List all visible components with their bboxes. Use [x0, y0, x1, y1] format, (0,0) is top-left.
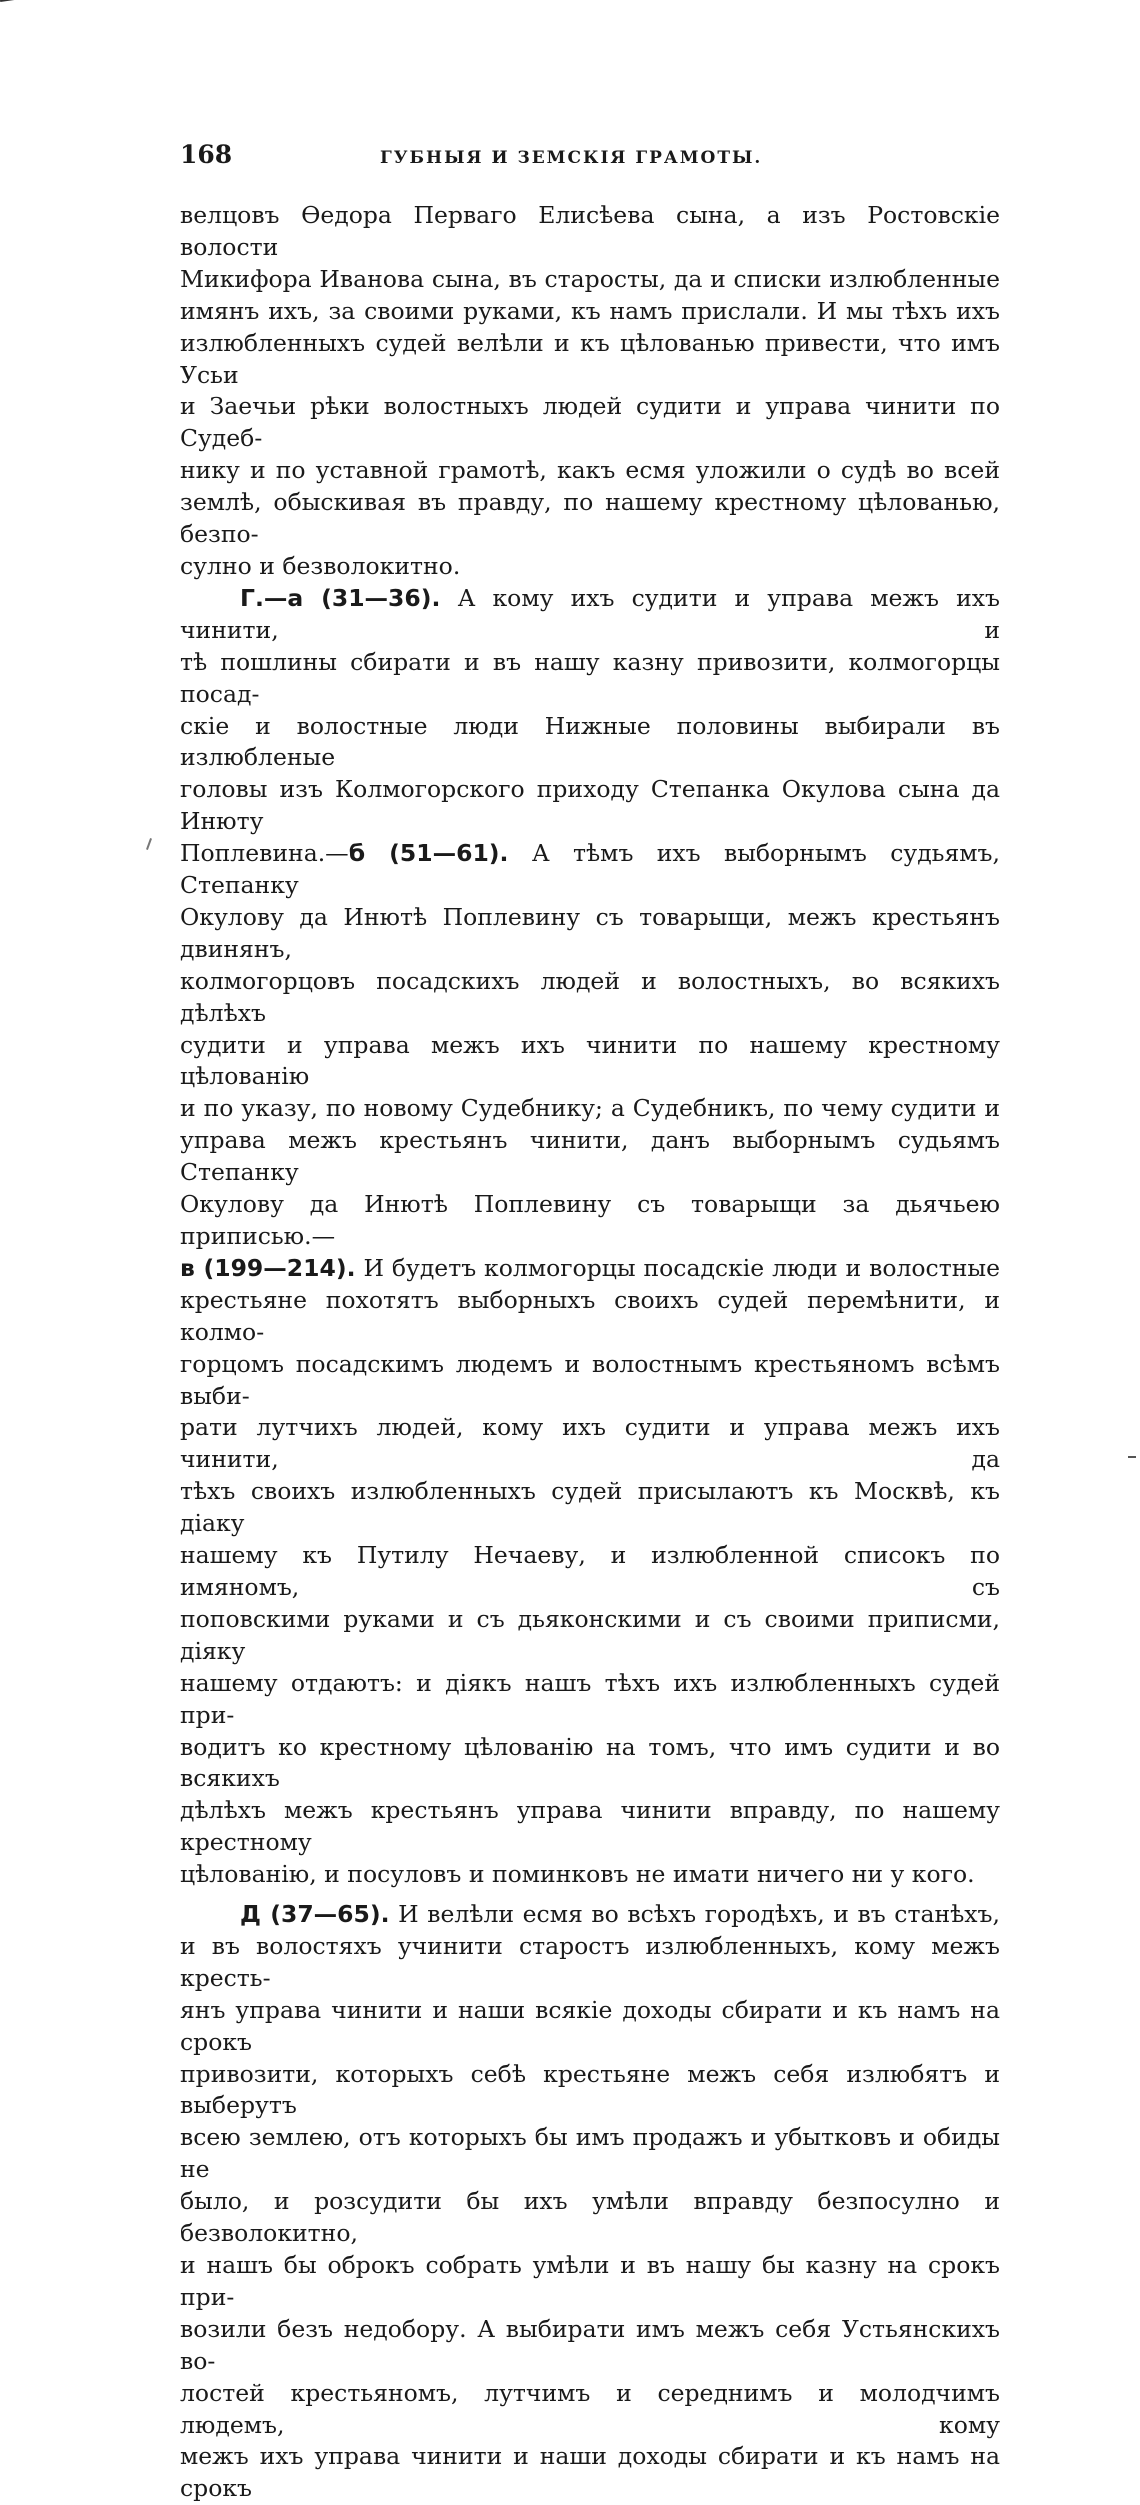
text-line: тѣхъ своихъ излюбленныхъ судей присылаютъ къ Москвѣ, къ діаку	[180, 1477, 1000, 1538]
text-line: привозити, которыхъ себѣ крестьяне межъ себя излюбятъ и выберутъ	[180, 2059, 1000, 2120]
text-line: горцомъ посадскимъ людемъ и волостнымъ крестьяномъ всѣмъ выби-	[180, 1349, 1000, 1410]
text-line: водитъ ко крестному цѣлованію на томъ, что имъ судити и во всякихъ	[180, 1732, 1000, 1793]
text-line	[180, 1899, 1000, 1931]
section-mark-v: в (199—214).	[180, 1253, 356, 1282]
text-line: янъ управа чинити и наши всякіе доходы сбирати и къ намъ на срокъ	[180, 1995, 1000, 2056]
text-line: рати лутчихъ людей, кому ихъ судити и управа межъ ихъ чинити, да	[180, 1413, 1000, 1474]
text-line: и по указу, по новому Судебнику; а Судебникъ, по чему судити и	[180, 1094, 1000, 1123]
running-title: ГУБНЫЯ И ЗЕМСКІЯ ГРАМОТЫ.	[380, 148, 763, 168]
text-line: крестьяне похотятъ выборныхъ своихъ судей перемѣнити, и колмо-	[180, 1285, 1000, 1346]
body-text	[180, 200, 1000, 2505]
text-line: и Заечьи рѣки волостныхъ людей судити и управа чинити по Судеб-	[180, 392, 1000, 453]
text-line: нику и по уставной грамотѣ, какъ есмя уложили о судѣ во всей	[180, 456, 1000, 485]
text-line: Окулову да Инютѣ Поплевину съ товарыщи, межъ крестьянъ двинянъ,	[180, 902, 1000, 963]
text-line: всею землею, отъ которыхъ бы имъ продажъ и убытковъ и обиды не	[180, 2123, 1000, 2184]
page-number: 168	[180, 140, 233, 169]
text-line: землѣ, обыскивая въ правду, по нашему крестному цѣлованью, безпо-	[180, 488, 1000, 549]
text-line: головы изъ Колмогорского приходу Степанка Окулова сына да Инюту	[180, 775, 1000, 836]
text-line: имянъ ихъ, за своими руками, къ намъ прислали. И мы тѣхъ ихъ	[180, 296, 1000, 325]
text-line	[180, 1253, 1000, 1285]
text-line: судити и управа межъ ихъ чинити по нашему крестному цѣлованію	[180, 1030, 1000, 1091]
text-line: нашему къ Путилу Нечаеву, и излюбленной списокъ по имяномъ, съ	[180, 1541, 1000, 1601]
text-line: и въ волостяхъ учинити старостъ излюбленныхъ, кому межъ кресть-	[180, 1931, 1000, 1992]
text-fragment: И велѣли есмя во всѣхъ городѣхъ, и въ станѣхъ,	[398, 1900, 1000, 1929]
text-line: велцовъ Ѳедора Перваго Елисѣева сына, а изъ Ростовскіе волости	[180, 201, 1000, 261]
text-line: возили безъ недобору. А выбирати имъ межъ себя Устьянскихъ во-	[180, 2314, 1000, 2375]
scan-corner-mark	[0, 0, 41, 8]
text-fragment: И будетъ колмогорцы посадскіе люди и волостные	[363, 1253, 1000, 1282]
text-line: колмогорцовъ посадскихъ людей и волостныхъ, во всякихъ дѣлѣхъ	[180, 966, 1000, 1027]
text-line	[180, 838, 1000, 902]
running-head	[180, 140, 1000, 180]
text-line: и нашъ бы оброкъ собрать умѣли и въ нашу бы казну на срокъ при-	[180, 2251, 1000, 2311]
section-mark-d: Д (37—65).	[240, 1900, 390, 1929]
section-mark-b: б (51—61).	[348, 839, 509, 868]
text-fragment: Поплевина.—	[180, 839, 349, 868]
text-fragment: А кому ихъ судити и управа межъ ихъ чинити, и	[180, 583, 1000, 644]
margin-pencil-mark	[146, 838, 152, 850]
text-line: лостей крестьяномъ, лутчимъ и середнимъ и молодчимъ людемъ, кому	[180, 2378, 1000, 2439]
margin-tick-mark	[1128, 1456, 1136, 1458]
section-mark-g: Г.—а (31—36).	[240, 583, 441, 612]
text-fragment: А тѣмъ ихъ выборнымъ судьямъ, Степанку	[180, 839, 1000, 900]
text-line: скіе и волостные люди Нижные половины выбирали въ излюбленые	[180, 711, 1000, 772]
text-line: дѣлѣхъ межъ крестьянъ управа чинити вправду, по нашему крестному	[180, 1796, 1000, 1857]
text-line: межъ ихъ управа чинити и наши доходы сбирати и къ намъ на срокъ	[180, 2442, 1000, 2503]
text-line: управа межъ крестьянъ чинити, данъ выборнымъ судьямъ Степанку	[180, 1126, 1000, 1187]
text-line: нашему отдаютъ: и діякъ нашъ тѣхъ ихъ излюбленныхъ судей при-	[180, 1668, 1000, 1729]
text-line: Окулову да Инютѣ Поплевину съ товарыщи за дьячьею приписью.—	[180, 1190, 1000, 1250]
book-page	[180, 140, 1000, 2505]
text-line: было, и розсудити бы ихъ умѣли вправду безпосулно и безволокитно,	[180, 2187, 1000, 2248]
text-line: Микифора Иванова сына, въ старосты, да и списки излюбленные	[180, 264, 1000, 293]
text-line: цѣлованію, и посуловъ и поминковъ не имати ничего ни у кого.	[180, 1860, 975, 1889]
paragraph-gap	[180, 1891, 1000, 1899]
text-line: тѣ пошлины сбирати и въ нашу казну привозити, колмогорцы посад-	[180, 647, 1000, 708]
text-line: сулно и безволокитно.	[180, 551, 461, 580]
text-line	[180, 583, 1000, 647]
text-line: поповскими руками и съ дьяконскими и съ своими приписми, діяку	[180, 1604, 1000, 1665]
text-line: излюбленныхъ судей велѣли и къ цѣлованью привести, что имъ Усьи	[180, 328, 1000, 389]
